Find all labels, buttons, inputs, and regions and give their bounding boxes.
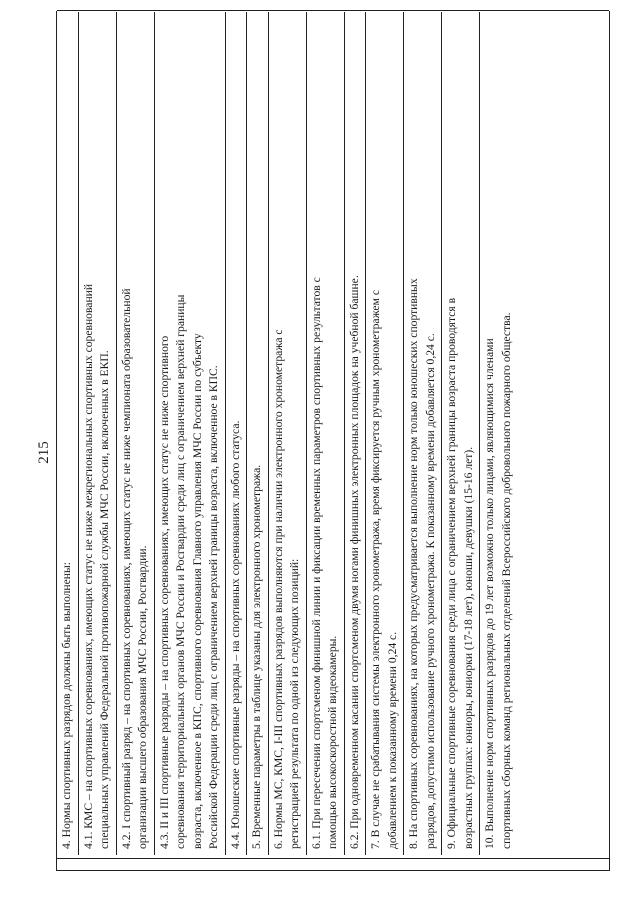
row-text-line: возрастных группах: юниоры, юниорки (17-18 лет), юноши, девушки (15-16 лет). xyxy=(461,446,475,849)
notes-table xyxy=(57,12,517,855)
table-row xyxy=(442,12,480,855)
row-text-line: организации высшего образования МЧС России, Росгвардии. xyxy=(136,545,149,849)
row-text-line: возраста, включенное в КПС, спортивного соревнования Главного управления МЧС России по субъекту xyxy=(190,333,204,849)
page-number: 215 xyxy=(36,441,52,464)
row-text-line: 6.2. При одновременном касании спортсменом двумя ногами финишных электронных площадок на учебной башне. xyxy=(347,275,361,849)
table-row xyxy=(269,12,307,855)
row-text-line: 4. Нормы спортивных разрядов должны быть выполнены: xyxy=(60,562,73,849)
row-text-line: 4.2. I спортивный разряд – на спортивных соревнованиях, имеющих статус не ниже чемпионата образовательной xyxy=(119,288,133,849)
row-text-line: 6.1. При пересечении спортсменом финишной линии и фиксации временных параметров спортивных результатов с xyxy=(309,277,323,849)
row-text-line: 10. Выполнение норм спортивных разрядов до 19 лет возможно только лицами, являющимися членами xyxy=(483,338,496,849)
row-text-line: 4.3. II и III спортивные разряды – на спортивных соревнованиях, имеющих статус не ниже спортивного xyxy=(157,335,171,849)
row-text-line: разрядов, допустимо использование ручного хронометража. К показанному времени добавляется 0,24 с. xyxy=(423,333,437,849)
row-text-line: помощью высокоскоростной видеокамеры. xyxy=(326,635,339,849)
table-row xyxy=(404,12,442,855)
table-row xyxy=(155,12,226,855)
row-text-line: спортивных сборных команд региональных отделений Всероссийского добровольного пожарного общества. xyxy=(499,312,513,849)
row-text-line: соревнования территориальных органов МЧС России и Росгвардии среди лиц с ограничением верхней границы xyxy=(174,294,187,849)
row-text-line: Российской Федерации среди лиц с ограничением верхней границы возраста, включенное в КПС. xyxy=(207,365,220,849)
row-text-line: 4.4. Юношеские спортивные разряды – на спортивных соревнованиях любого статуса. xyxy=(228,420,242,849)
table-border-right xyxy=(57,10,609,11)
table-row xyxy=(345,12,367,855)
table-row xyxy=(247,12,269,855)
row-text-line: специальных управлений Федеральной противопожарной службы МЧС России, включенных в ЕКП. xyxy=(98,350,111,849)
table-column-divider xyxy=(57,858,609,859)
table-row xyxy=(79,12,117,855)
table-row xyxy=(366,12,404,855)
row-text-line: 9. Официальные спортивные соревнования среди лица с ограничением верхней границы возраста проводятся в xyxy=(445,297,458,849)
row-text-line: добавлением к показанному времени 0,24 с. xyxy=(385,631,399,849)
row-text-line: 4.1. КМС – на спортивных соревнованиях, имеющих статус не ниже межрегиональных спортивных соревнований xyxy=(81,283,95,849)
row-text-line: 7. В случае не срабатывания системы электронного хронометража, время фиксируется ручным хронометражем с xyxy=(369,290,382,849)
row-text-line: 8. На спортивных соревнованиях, на которых предусматривается выполнение норм только юношеских спортивных xyxy=(407,278,420,849)
row-text-line: 5. Временные параметры в таблице указаны для электронного хронометража. xyxy=(250,464,263,849)
row-text-line: 6. Нормы МС, КМС, I-III спортивных разрядов выполняются при наличии электронного хронометража с xyxy=(271,329,285,849)
table-row xyxy=(226,12,248,855)
table-row xyxy=(307,12,345,855)
row-text-line: регистрацией результата по одной из следующих позиций: xyxy=(288,558,301,849)
table-border-left xyxy=(57,870,609,871)
table-row xyxy=(57,12,79,855)
table-row xyxy=(117,12,155,855)
table-row xyxy=(480,12,517,855)
